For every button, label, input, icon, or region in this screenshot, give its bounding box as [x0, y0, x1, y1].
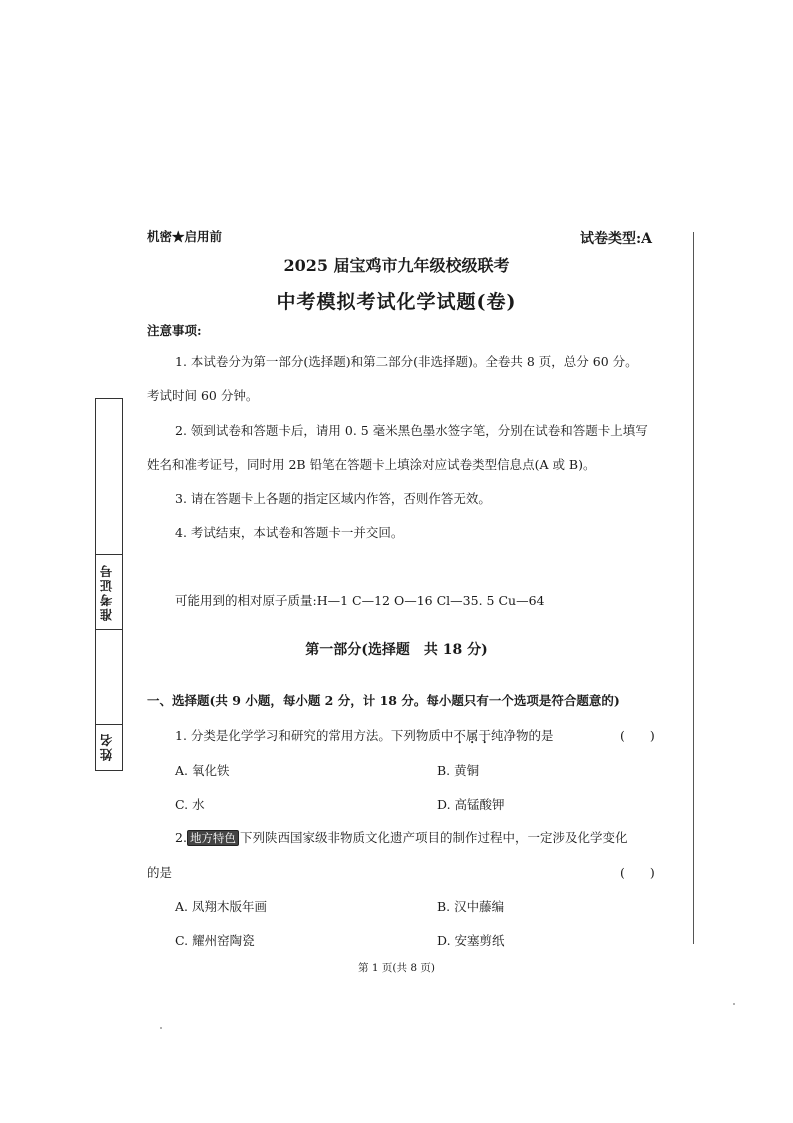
paper-type: 试卷类型:A	[580, 231, 653, 247]
question-2-stem	[175, 828, 627, 846]
question-2-number: 2.	[175, 830, 187, 845]
note-item-3: 3. 请在答题卡上各题的指定区域内作答，否则作答无效。	[175, 491, 491, 506]
answer-bracket: ( )	[620, 865, 655, 880]
option-a: A. 氧化铁	[175, 763, 230, 778]
option-d: D. 高锰酸钾	[437, 797, 505, 812]
emphasis-char: 属	[465, 728, 479, 743]
part1-heading: 第一部分(选择题 共 18 分)	[305, 642, 488, 658]
option-b: B. 汉中藤编	[437, 899, 505, 914]
question-1-text-end: 纯净物的是	[490, 728, 554, 743]
name-label: 姓名	[99, 732, 114, 762]
option-c: C. 耀州窑陶瓷	[175, 933, 255, 948]
question-1-text: 1. 分类是化学学习和研究的常用方法。下列物质中	[175, 728, 454, 743]
note-item-1: 1. 本试卷分为第一部分(选择题)和第二部分(非选择题)。全卷共 8 页，总分 60 分。	[175, 354, 638, 369]
binding-line-right	[693, 232, 694, 944]
page-footer: 第 1 页(共 8 页)	[358, 962, 435, 974]
local-feature-tag: 地方特色	[187, 830, 239, 846]
confidential-mark: 机密★启用前	[147, 229, 223, 244]
exam-subtitle: 中考模拟考试化学试题(卷)	[276, 291, 517, 313]
option-d: D. 安塞剪纸	[437, 933, 505, 948]
notes-heading: 注意事项:	[147, 323, 202, 338]
question-1-stem	[175, 726, 553, 744]
box-divider	[96, 724, 122, 725]
exam-title: 2025 届宝鸡市九年级校级联考	[283, 256, 510, 275]
exam-number-label: 准考证号	[99, 563, 114, 621]
box-divider	[96, 554, 122, 555]
emphasis-char: 不	[453, 728, 466, 743]
question-2-text: 下列陕西国家级非物质文化遗产项目的制作过程中，一定涉及化学变化	[239, 830, 628, 845]
scan-speck	[160, 1027, 162, 1029]
section-instructions: 一、选择题(共 9 小题，每小题 2 分，计 18 分。每小题只有一个选项是符合题意的)	[147, 693, 620, 708]
option-a: A. 凤翔木版年画	[175, 899, 267, 914]
emphasis-char: 于	[478, 728, 491, 743]
answer-bracket: ( )	[620, 728, 655, 743]
candidate-info-box	[95, 398, 123, 771]
note-item-2: 2. 领到试卷和答题卡后，请用 0. 5 毫米黑色墨水签字笔，分别在试卷和答题卡上填写	[175, 423, 648, 438]
scan-speck	[733, 1003, 735, 1005]
note-item-2-cont: 姓名和准考证号，同时用 2B 铅笔在答题卡上填涂对应试卷类型信息点(A 或 B)。	[147, 457, 596, 472]
box-divider	[96, 629, 122, 630]
option-b: B. 黄铜	[437, 763, 480, 778]
note-item-4: 4. 考试结束，本试卷和答题卡一并交回。	[175, 525, 404, 540]
question-2-stem-cont: 的是	[147, 865, 173, 880]
option-c: C. 水	[175, 797, 205, 812]
atomic-masses: 可能用到的相对原子质量:H—1 C—12 O—16 Cl—35. 5 Cu—64	[175, 593, 545, 608]
note-item-1-cont: 考试时间 60 分钟。	[147, 388, 259, 403]
